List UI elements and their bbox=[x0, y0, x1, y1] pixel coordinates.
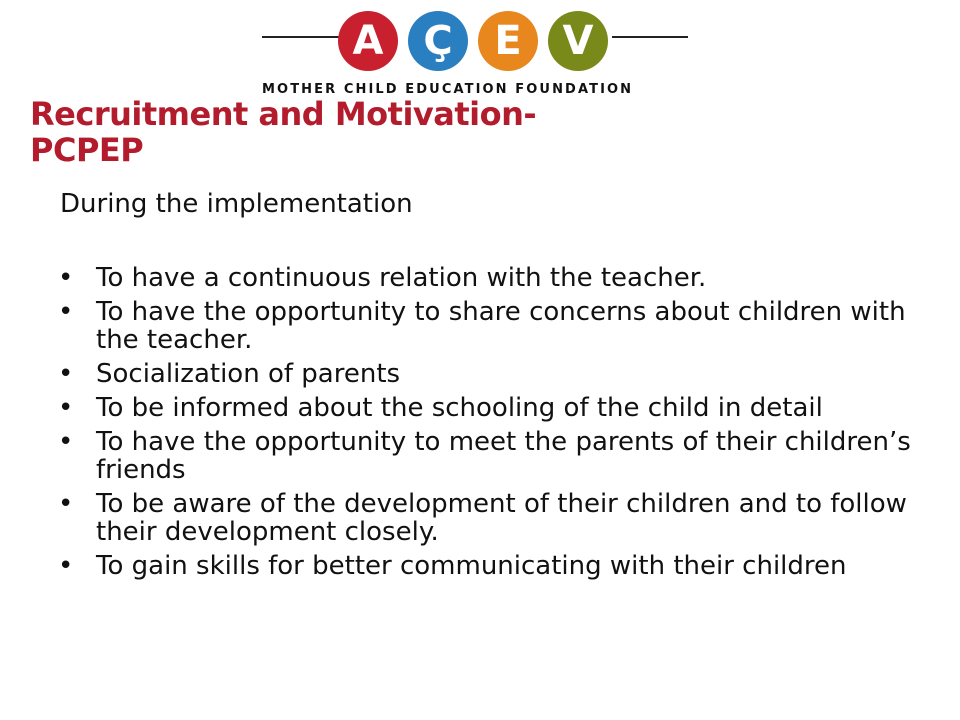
bullet-item bbox=[58, 428, 938, 484]
bullet-item bbox=[58, 552, 938, 580]
bullet-item bbox=[58, 394, 938, 422]
logo-letter-v: V bbox=[548, 11, 608, 71]
bullet-dot-icon: • bbox=[58, 427, 74, 457]
slide-title bbox=[30, 96, 650, 168]
bullet-dot-icon: • bbox=[58, 297, 74, 327]
bullet-item bbox=[58, 360, 938, 388]
logo-left-rule bbox=[262, 36, 340, 38]
bullet-dot-icon: • bbox=[58, 263, 74, 293]
logo-letter-e: E bbox=[478, 11, 538, 71]
bullet-text: To have the opportunity to share concerns about children with the teacher. bbox=[96, 297, 906, 355]
bullet-item bbox=[58, 298, 938, 354]
bullet-item bbox=[58, 490, 938, 546]
bullet-text: Socialization of parents bbox=[96, 359, 401, 389]
bullet-dot-icon: • bbox=[58, 551, 74, 581]
bullet-text: To be aware of the development of their children and to follow their development closely. bbox=[96, 489, 907, 547]
logo-letter-a: A bbox=[338, 11, 398, 71]
logo-letter-c-cedilla: Ç bbox=[408, 11, 468, 71]
bullet-dot-icon: • bbox=[58, 359, 74, 389]
slide-subtitle: During the implementation bbox=[60, 189, 413, 219]
foundation-name: MOTHER CHILD EDUCATION FOUNDATION bbox=[262, 82, 634, 97]
bullet-text: To have the opportunity to meet the parents of their children’s friends bbox=[96, 427, 911, 485]
slide-title-line-1: Recruitment and Motivation- bbox=[30, 95, 537, 133]
acev-logo bbox=[0, 0, 960, 100]
bullet-text: To gain skills for better communicating with their children bbox=[96, 551, 847, 581]
bullet-dot-icon: • bbox=[58, 489, 74, 519]
bullet-item bbox=[58, 264, 938, 292]
bullet-text: To have a continuous relation with the teacher. bbox=[96, 263, 707, 293]
slide-title-line-2: PCPEP bbox=[30, 131, 144, 169]
bullet-text: To be informed about the schooling of the child in detail bbox=[96, 393, 823, 423]
bullet-dot-icon: • bbox=[58, 393, 74, 423]
bullet-list bbox=[58, 264, 938, 586]
logo-right-rule bbox=[612, 36, 688, 38]
